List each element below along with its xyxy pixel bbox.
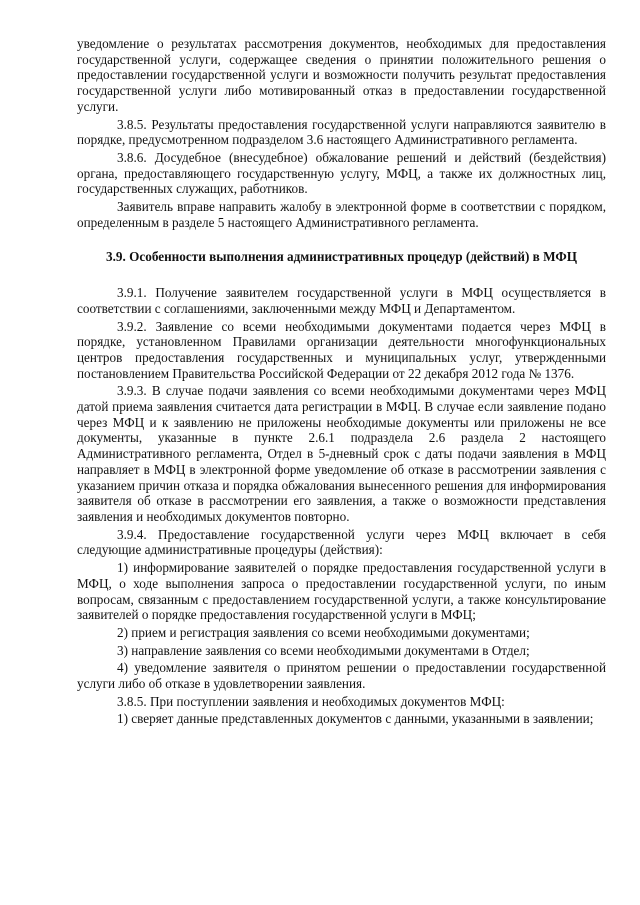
paragraph-3-9-1: 3.9.1. Получение заявителем государственной услуги в МФЦ осуществляется в соответствии с соглашениями, заключенными между МФЦ и Департаментом. xyxy=(77,285,606,316)
paragraph-3-8-5-mfc: 3.8.5. При поступлении заявления и необходимых документов МФЦ: xyxy=(117,693,505,709)
paragraph-3-8-6-appeal: 3.8.6. Досудебное (внесудебное) обжалование решений и действий (бездействия) органа, предоставляющего государственную услугу, МФЦ, а также их должностных лиц, государственных служащих, работников. xyxy=(77,149,606,197)
paragraph-3-8-5-results: 3.8.5. Результаты предоставления государственной услуги направляются заявителю в порядке, предусмотренном подразделом 3.6 настоящего Административного регламента. xyxy=(77,116,606,148)
list-item-2-reception: 2) прием и регистрация заявления со всеми необходимыми документами; xyxy=(117,624,530,640)
list-item-4-notification: 4) уведомление заявителя о принятом решении о предоставлении государственной услуги либо об отказе в удовлетворении заявления. xyxy=(77,660,606,692)
paragraph-3-9-3: 3.9.3. В случае подачи заявления со всеми необходимыми документами через МФЦ датой приема заявления считается дата регистрации в МФЦ. В случае если заявление подано через МФЦ и к заявлению не приложены необходимые документы или приложены не все документы, указанные в пункте 2.6.1 подраздела 2.6 раздела 2 настоящего Административного регламента, Отдел в 5-дневный срок с даты подачи заявления в МФЦ направляет в МФЦ в электронной форме уведомление об отказе в рассмотрении заявления с указанием причин отказа и порядка обжалования вынесенного решения для информирования заявителя об отказе в рассмотрении его заявления, а также о возможности представления заявления и необходимых документов повторно. xyxy=(77,383,606,524)
list-item-1-informing: 1) информирование заявителей о порядке предоставления государственной услуги в МФЦ, о ходе выполнения запроса о предоставлении государственной услуги, по иным вопросам, связанным с предоставлением государственной услуги, а также консультирование заявителей о порядке предоставления государственной услуги в МФЦ; xyxy=(77,560,606,623)
paragraph-3-9-2: 3.9.2. Заявление со всеми необходимыми документами подается через МФЦ в порядке, установленном Правилами организации деятельности многофункциональных центров предоставления государственных и муниципальных услуг, утвержденными постановлением Правительства Российской Федерации от 22 декабря 2012 года № 1376. xyxy=(77,318,606,381)
paragraph-complaint-electronic: Заявитель вправе направить жалобу в электронной форме в соответствии с порядком, определенным в разделе 5 настоящего Административного регламента. xyxy=(77,199,606,230)
section-heading-3-9: 3.9. Особенности выполнения административных процедур (действий) в МФЦ xyxy=(106,249,577,265)
list-item-3-forwarding: 3) направление заявления со всеми необходимыми документами в Отдел; xyxy=(117,642,530,658)
paragraph-3-9-4: 3.9.4. Предоставление государственной услуги через МФЦ включает в себя следующие административные процедуры (действия): xyxy=(77,526,606,558)
list-item-1-verify: 1) сверяет данные представленных документов с данными, указанными в заявлении; xyxy=(117,711,594,727)
paragraph-notification-result: уведомление о результатах рассмотрения документов, необходимых для предоставления государственной услуги, содержащее сведения о принятии положительного решения о предоставлении государственной услуги и возможности получить результат предоставления государственной услуги либо мотивированный отказ в предоставлении государственной услуги. xyxy=(77,36,606,114)
